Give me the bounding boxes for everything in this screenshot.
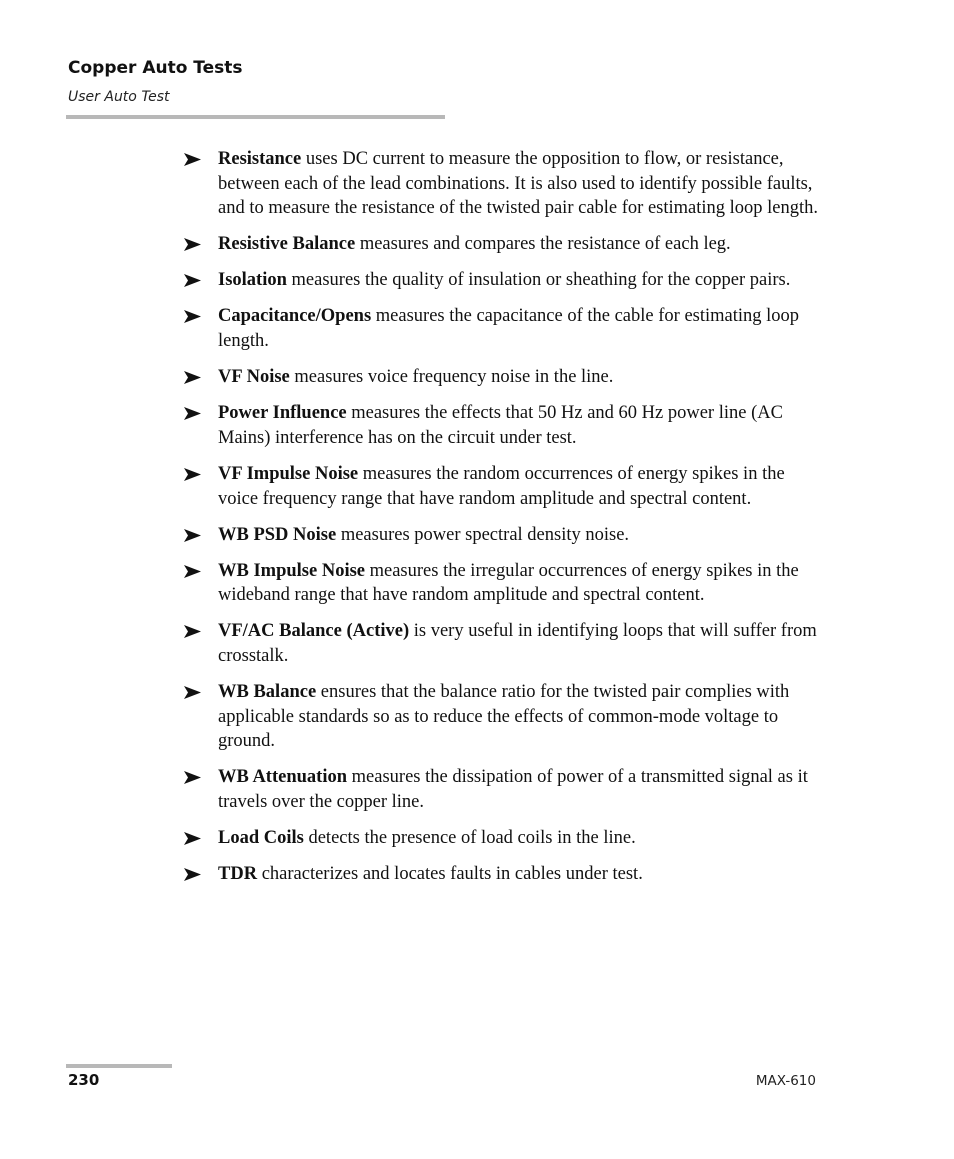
arrow-bullet-icon bbox=[184, 565, 201, 578]
arrow-bullet-icon bbox=[184, 407, 201, 420]
list-item-term: WB Impulse Noise bbox=[218, 560, 365, 581]
header-divider bbox=[66, 115, 445, 119]
list-item-term: WB Attenuation bbox=[218, 767, 348, 788]
list-item-term: TDR bbox=[218, 864, 258, 885]
list-item-text: is very useful in identifying loops that will suffer from crosstalk. bbox=[218, 621, 817, 666]
list-item-term: Load Coils bbox=[218, 828, 304, 849]
arrow-bullet-icon bbox=[184, 529, 201, 542]
arrow-bullet-icon bbox=[184, 771, 201, 784]
arrow-bullet-icon bbox=[184, 153, 201, 166]
list-item-term: WB Balance bbox=[218, 682, 317, 703]
arrow-bullet-icon bbox=[184, 310, 201, 323]
list-item-text: measures the quality of insulation or sheathing for the copper pairs. bbox=[286, 270, 791, 291]
arrow-bullet-icon bbox=[184, 625, 201, 638]
list-item bbox=[182, 826, 822, 851]
list-item bbox=[182, 862, 822, 887]
list-item-term: VF Noise bbox=[218, 367, 290, 388]
list-item-text: characterizes and locates faults in cables under test. bbox=[257, 864, 643, 885]
footer-divider bbox=[66, 1064, 172, 1068]
product-name: MAX-610 bbox=[755, 1073, 816, 1089]
list-item-term: VF Impulse Noise bbox=[218, 463, 359, 484]
list-item-term: Resistive Balance bbox=[218, 234, 356, 255]
list-item bbox=[182, 304, 822, 353]
list-item bbox=[182, 401, 822, 450]
list-item-text: measures the effects that 50 Hz and 60 Hz power line (AC Mains) interference has on the circuit under test. bbox=[218, 403, 783, 448]
list-item-term: Capacitance/Opens bbox=[218, 306, 372, 327]
list-item-text: measures the dissipation of power of a transmitted signal as it travels over the copper line. bbox=[218, 767, 808, 812]
arrow-bullet-icon bbox=[184, 371, 201, 384]
list-item-text: measures the irregular occurrences of energy spikes in the wideband range that have random amplitude and spectral content. bbox=[218, 560, 799, 606]
arrow-bullet-icon bbox=[184, 686, 201, 699]
list-item bbox=[182, 680, 822, 754]
list-item-text: measures power spectral density noise. bbox=[336, 524, 630, 545]
list-item-text: detects the presence of load coils in the line. bbox=[303, 828, 636, 849]
section-title: Copper Auto Tests bbox=[68, 58, 243, 78]
arrow-bullet-icon bbox=[184, 868, 201, 881]
list-item-text: measures and compares the resistance of each leg. bbox=[355, 234, 731, 255]
list-item bbox=[182, 365, 822, 390]
test-description-list bbox=[182, 147, 822, 898]
arrow-bullet-icon bbox=[184, 274, 201, 287]
arrow-bullet-icon bbox=[184, 832, 201, 845]
list-item-term: WB PSD Noise bbox=[218, 524, 337, 545]
list-item-term: Resistance bbox=[218, 149, 302, 169]
list-item-term: Isolation bbox=[218, 270, 287, 291]
list-item-text: ensures that the balance ratio for the twisted pair complies with applicable standards so as to reduce the effects of common-mode voltage to ground. bbox=[218, 682, 790, 752]
list-item bbox=[182, 559, 822, 608]
list-item-text: measures the capacitance of the cable for estimating loop length. bbox=[218, 306, 800, 352]
list-item-text: measures voice frequency noise in the line. bbox=[289, 367, 614, 388]
list-item bbox=[182, 268, 822, 293]
list-item-term: Power Influence bbox=[218, 403, 347, 424]
page-number: 230 bbox=[68, 1071, 100, 1089]
list-item bbox=[182, 523, 822, 548]
section-subtitle: User Auto Test bbox=[68, 89, 170, 105]
list-item bbox=[182, 765, 822, 814]
arrow-bullet-icon bbox=[184, 468, 201, 481]
list-item bbox=[182, 232, 822, 257]
list-item bbox=[182, 147, 822, 221]
list-item-term: VF/AC Balance (Active) bbox=[218, 621, 410, 642]
list-item bbox=[182, 462, 822, 511]
list-item-text: uses DC current to measure the opposition to flow, or resistance, between each of the lead combinations. It is also used to identify possible faults, and to measure the resistance of the twisted pair cable for estimating loop length. bbox=[218, 149, 819, 219]
list-item-text: measures the random occurrences of energy spikes in the voice frequency range that have random amplitude and spectral content. bbox=[218, 463, 785, 509]
arrow-bullet-icon bbox=[184, 238, 201, 251]
list-item bbox=[182, 619, 822, 668]
